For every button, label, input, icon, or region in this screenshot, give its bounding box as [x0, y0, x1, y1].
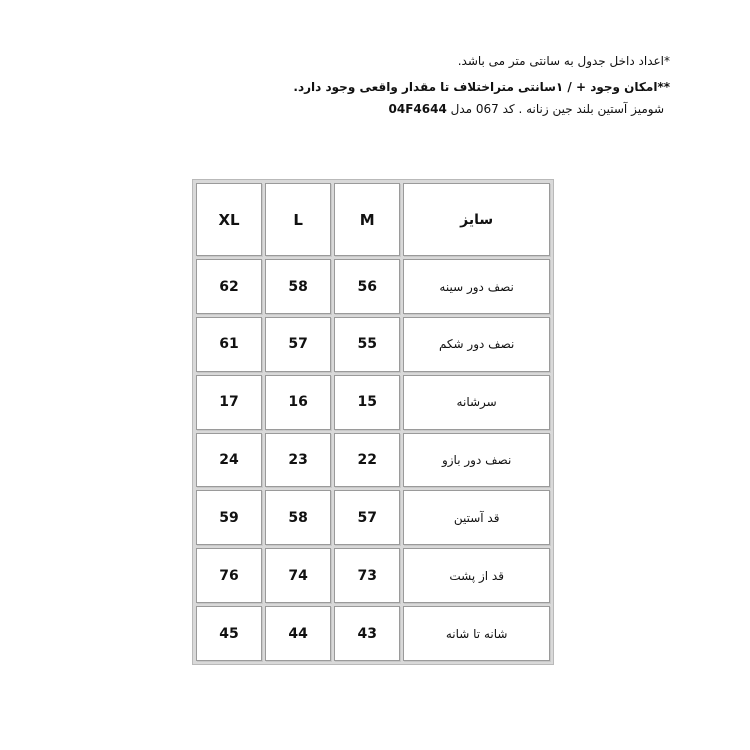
product-code: 04F4644: [388, 102, 447, 116]
cell-shoulder-width-l: 44: [265, 606, 331, 661]
product-description: [389, 102, 664, 116]
cell-bust-m: 56: [334, 259, 400, 314]
row-label-sleeve: قد آستین: [403, 490, 550, 545]
note-measurement-unit: *اعداد داخل جدول به سانتی متر می باشد.: [457, 54, 670, 68]
size-header-row: [196, 183, 550, 256]
cell-back-length-m: 73: [334, 548, 400, 603]
cell-waist-xl: 61: [196, 317, 262, 372]
cell-sleeve-m: 57: [334, 490, 400, 545]
table-row-shoulder: [196, 375, 550, 430]
cell-sleeve-xl: 59: [196, 490, 262, 545]
row-label-shoulder: سرشانه: [403, 375, 550, 430]
table-row-back-length: [196, 548, 550, 603]
size-header-label: سایز: [403, 183, 550, 256]
row-label-bust: نصف دور سینه: [403, 259, 550, 314]
product-title: شومیز آستین بلند جین زنانه . کد 067 مدل: [446, 102, 664, 116]
size-header-m: M: [334, 183, 400, 256]
cell-waist-m: 55: [334, 317, 400, 372]
cell-arm-l: 23: [265, 433, 331, 488]
cell-shoulder-xl: 17: [196, 375, 262, 430]
cell-sleeve-l: 58: [265, 490, 331, 545]
table-row-bust: [196, 259, 550, 314]
row-label-arm: نصف دور بازو: [403, 433, 550, 488]
table-row-sleeve: [196, 490, 550, 545]
cell-arm-m: 22: [334, 433, 400, 488]
cell-waist-l: 57: [265, 317, 331, 372]
row-label-waist: نصف دور شکم: [403, 317, 550, 372]
size-header-l: L: [265, 183, 331, 256]
size-chart-table: [192, 179, 554, 665]
row-label-shoulder-width: شانه تا شانه: [403, 606, 550, 661]
row-label-back-length: قد از پشت: [403, 548, 550, 603]
cell-back-length-l: 74: [265, 548, 331, 603]
size-header-xl: XL: [196, 183, 262, 256]
cell-shoulder-width-xl: 45: [196, 606, 262, 661]
cell-shoulder-width-m: 43: [334, 606, 400, 661]
table-row-arm: [196, 433, 550, 488]
note-tolerance: **امکان وجود + / ۱سانتی متراختلاف تا مقدار واقعی وجود دارد.: [293, 80, 670, 94]
cell-back-length-xl: 76: [196, 548, 262, 603]
cell-bust-l: 58: [265, 259, 331, 314]
cell-arm-xl: 24: [196, 433, 262, 488]
table-row-shoulder-width: [196, 606, 550, 661]
cell-shoulder-l: 16: [265, 375, 331, 430]
cell-shoulder-m: 15: [334, 375, 400, 430]
cell-bust-xl: 62: [196, 259, 262, 314]
table-row-waist: [196, 317, 550, 372]
